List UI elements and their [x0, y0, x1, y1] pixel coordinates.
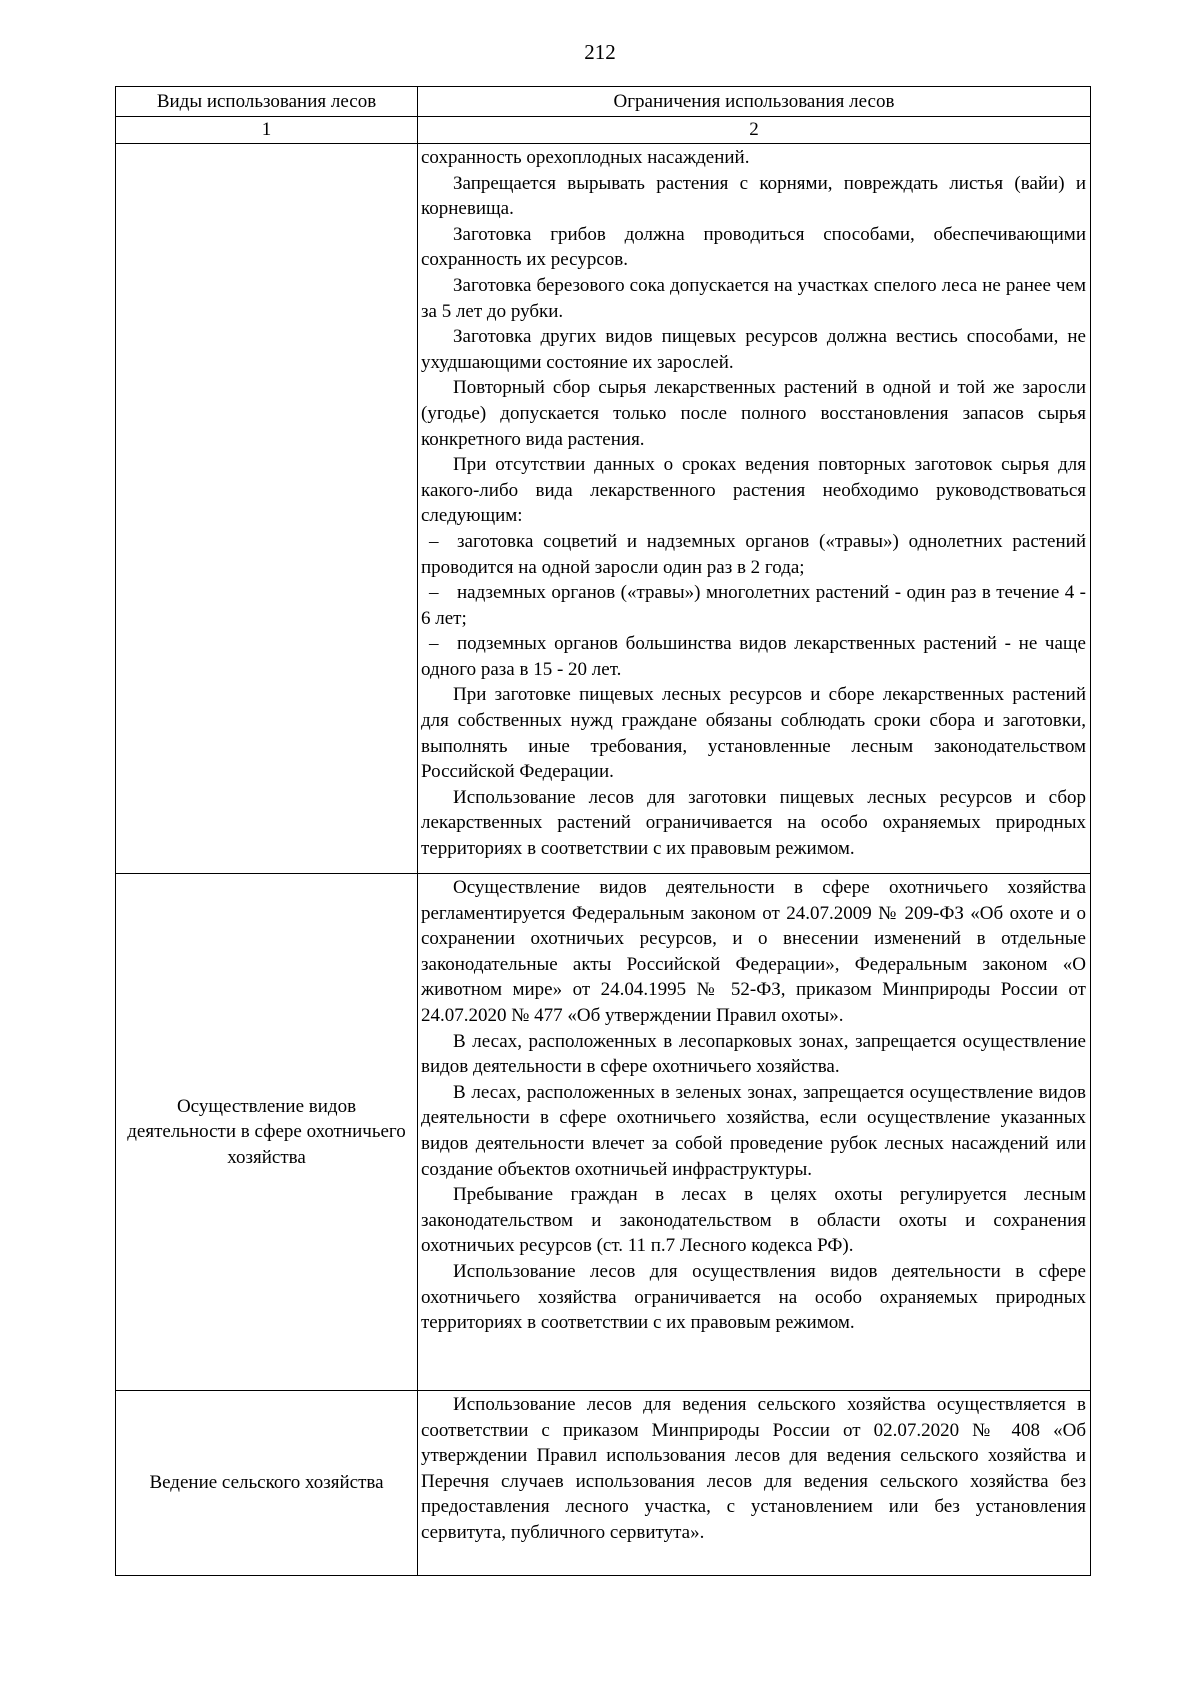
- bullet-text: заготовка соцветий и надземных органов («травы») однолетних растений проводится на одной заросли один раз в 2 года;: [421, 530, 1086, 578]
- paragraph: Использование лесов для ведения сельского хозяйства осуществляется в соответствии с приказом Минприроды России от 02.07.2020 № 408 «Об утверждении Правил использования лесов для ведения сельского хозяйства и Перечня случаев использования лесов для ведения сельского хозяйства без предоставления лесного участка, с установлением или без установления сервитута, публичного сервитута».: [421, 1394, 1086, 1543]
- paragraph: сохранность орехоплодных насаждений.: [421, 147, 750, 168]
- column-number-2: 2: [418, 117, 1091, 144]
- table-row: [116, 144, 1091, 874]
- paragraph: Заготовка грибов должна проводиться способами, обеспечивающими сохранность их ресурсов.: [421, 223, 1086, 271]
- paragraph: Использование лесов для осуществления видов деятельности в сфере охотничьего хозяйства ограничивается на особо охраняемых природных территориях в соответствии с их правовым режимом.: [421, 1260, 1086, 1334]
- paragraph: В лесах, расположенных в лесопарковых зонах, запрещается осуществление видов деятельности в сфере охотничьего хозяйства.: [421, 1030, 1086, 1078]
- restrictions-cell: [418, 874, 1091, 1391]
- header-forest-use-types: Виды использования лесов: [116, 87, 418, 117]
- table-row: [116, 1391, 1091, 1576]
- table-row: [116, 874, 1091, 1391]
- page-number: 212: [584, 40, 616, 64]
- paragraph: Заготовка березового сока допускается на участках спелого леса не ранее чем за 5 лет до рубки.: [421, 274, 1086, 322]
- bullet-text: подземных органов большинства видов лекарственных растений - не чаще одного раза в 15 - 20 лет.: [421, 633, 1086, 680]
- dash-marker: –: [429, 633, 439, 655]
- column-number-1: 1: [116, 117, 418, 144]
- paragraph: Заготовка других видов пищевых ресурсов должна вестись способами, не ухудшающими состояние их зарослей.: [421, 326, 1086, 373]
- paragraph: Запрещается вырывать растения с корнями, повреждать листья (вайи) и корневища.: [421, 172, 1086, 220]
- header-row: [116, 87, 1091, 117]
- restrictions-cell: [418, 144, 1091, 874]
- column-number-row: [116, 117, 1091, 144]
- restrictions-cell: [418, 1391, 1091, 1576]
- bullet-item: [421, 529, 1086, 580]
- bullet-text: надземных органов («травы») многолетних растений - один раз в течение 4 - 6 лет;: [421, 582, 1086, 629]
- paragraph: Осуществление видов деятельности в сфере охотничьего хозяйства регламентируется Федеральным законом от 24.07.2009 № 209-ФЗ «Об охоте и о сохранении охотничьих ресурсов, и о внесении изменений в отдельные законодательные акты Российской Федерации», Федеральным законом «О животном мире» от 24.04.1995 № 52-ФЗ, приказом Минприроды России от 24.07.2020 № 477 «Об утверждении Правил охоты».: [421, 877, 1086, 1026]
- paragraph: При заготовке пищевых лесных ресурсов и сборе лекарственных растений для собственных нужд граждане обязаны соблюдать сроки сбора и заготовки, выполнять иные требования, установленные лесным законодательством Российской Федерации.: [421, 684, 1086, 783]
- use-type-cell: [116, 144, 418, 874]
- use-type-cell: Осуществление видов деятельности в сфере охотничьего хозяйства: [116, 874, 418, 1391]
- paragraph: В лесах, расположенных в зеленых зонах, запрещается осуществление видов деятельности в сфере охотничьего хозяйства, если осуществление указанных видов деятельности влечет за собой проведение рубок лесных насаждений или создание объектов охотничьей инфраструктуры.: [421, 1081, 1086, 1180]
- forest-use-table: [115, 86, 1091, 1576]
- bullet-item: [421, 631, 1086, 682]
- dash-marker: –: [429, 530, 439, 552]
- use-type-cell: Ведение сельского хозяйства: [116, 1391, 418, 1576]
- paragraph: Повторный сбор сырья лекарственных растений в одной и той же заросли (угодье) допускается только после полного восстановления запасов сырья конкретного вида растения.: [421, 377, 1086, 450]
- dash-marker: –: [429, 582, 439, 604]
- header-forest-use-restrictions: Ограничения использования лесов: [418, 87, 1091, 117]
- bullet-item: [421, 580, 1086, 631]
- paragraph: Использование лесов для заготовки пищевых лесных ресурсов и сбор лекарственных растений ограничивается на особо охраняемых природных территориях в соответствии с их правовым режимом.: [421, 786, 1086, 860]
- paragraph: При отсутствии данных о сроках ведения повторных заготовок сырья для какого-либо вида лекарственного растения необходимо руководствоваться следующим:: [421, 454, 1086, 527]
- paragraph: Пребывание граждан в лесах в целях охоты регулируется лесным законодательством и законодательством в области охоты и сохранения охотничьих ресурсов (ст. 11 п.7 Лесного кодекса РФ).: [421, 1184, 1086, 1257]
